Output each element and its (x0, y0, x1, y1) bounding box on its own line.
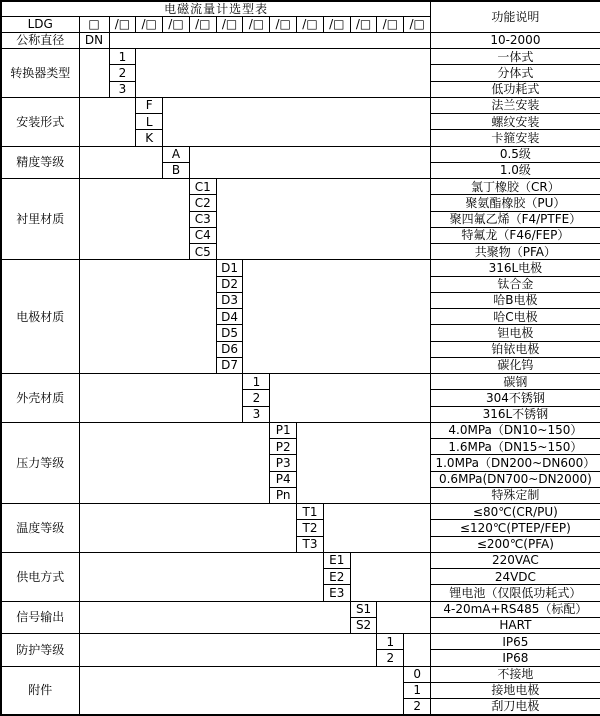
code-cell: D4 (216, 309, 243, 325)
section-row (1, 97, 600, 113)
function-cell: ≤120℃(PTEP/FEP) (431, 520, 600, 536)
model-slot-cell: /□ (323, 16, 350, 32)
code-cell: K (136, 130, 163, 146)
function-cell: 碳化钨 (431, 357, 600, 373)
code-cell: D2 (216, 276, 243, 292)
section-label: 温度等级 (1, 504, 79, 553)
section-row (1, 601, 600, 617)
function-cell: 316L电极 (431, 260, 600, 276)
code-cell: 1 (109, 49, 136, 65)
function-cell: 碳钢 (431, 374, 600, 390)
code-cell: P1 (270, 422, 297, 438)
section-label: 压力等级 (1, 422, 79, 503)
code-cell: 1 (404, 682, 431, 698)
code-cell: 2 (109, 65, 136, 81)
gap-cell (270, 374, 431, 423)
code-cell: F (136, 97, 163, 113)
function-cell: 共聚物（PFA） (431, 244, 600, 260)
function-cell: 4.0MPa（DN10~150） (431, 422, 600, 438)
gap-cell (404, 634, 431, 667)
function-cell: 1.0MPa（DN200~DN600） (431, 455, 600, 471)
function-cell: IP65 (431, 634, 600, 650)
gap-cell (323, 504, 430, 553)
gap-cell (79, 601, 350, 634)
function-cell: 不接地 (431, 666, 600, 682)
function-cell: 特殊定制 (431, 487, 600, 503)
code-cell: E3 (323, 585, 350, 601)
code-cell: 3 (109, 81, 136, 97)
code-cell: T3 (297, 536, 324, 552)
section-row (1, 49, 600, 65)
gap-cell (163, 97, 431, 146)
gap-cell (79, 666, 404, 715)
function-cell: 0.6MPa(DN700~DN2000) (431, 471, 600, 487)
model-slot-cell: /□ (377, 16, 404, 32)
function-cell: 氯丁橡胶（CR） (431, 179, 600, 195)
code-cell: 1 (377, 634, 404, 650)
section-row (1, 666, 600, 682)
model-slot-cell: /□ (350, 16, 377, 32)
code-cell: 2 (404, 699, 431, 715)
function-cell: 铂铱电极 (431, 341, 600, 357)
gap-cell (136, 49, 431, 98)
function-cell: 24VDC (431, 569, 600, 585)
code-cell: C5 (189, 244, 216, 260)
gap-cell (79, 97, 136, 146)
gap-cell (350, 552, 430, 601)
model-slot-cell: /□ (243, 16, 270, 32)
code-cell: P3 (270, 455, 297, 471)
function-cell: 220VAC (431, 552, 600, 568)
section-row (1, 504, 600, 520)
gap-cell (79, 422, 270, 503)
code-cell: T1 (297, 504, 324, 520)
function-cell: 哈B电极 (431, 292, 600, 308)
section-row (1, 32, 600, 48)
title-row (1, 1, 600, 16)
function-cell: 卡箍安装 (431, 130, 600, 146)
code-cell: 2 (243, 390, 270, 406)
function-cell: 锂电池（仅限低功耗式） (431, 585, 600, 601)
gap-cell (79, 374, 243, 423)
code-cell: D5 (216, 325, 243, 341)
function-cell: ≤80℃(CR/PU) (431, 504, 600, 520)
gap-cell (79, 634, 377, 667)
section-row (1, 422, 600, 438)
function-cell: 螺纹安装 (431, 114, 600, 130)
code-cell: 0 (404, 666, 431, 682)
function-cell: HART (431, 617, 600, 633)
model-slot-cell: /□ (297, 16, 324, 32)
code-cell: D6 (216, 341, 243, 357)
function-cell: 哈C电极 (431, 309, 600, 325)
code-cell: S1 (350, 601, 377, 617)
gap-cell (79, 179, 189, 260)
function-cell: 钽电极 (431, 325, 600, 341)
function-cell: 刮刀电极 (431, 699, 600, 715)
gap-cell (377, 601, 431, 634)
code-cell: D7 (216, 357, 243, 373)
section-label: 公称直径 (1, 32, 79, 48)
section-label: 供电方式 (1, 552, 79, 601)
section-label: 防护等级 (1, 634, 79, 667)
code-cell: 2 (377, 650, 404, 666)
gap-cell (79, 260, 216, 374)
function-cell: 304不锈钢 (431, 390, 600, 406)
section-row (1, 260, 600, 276)
code-cell: D1 (216, 260, 243, 276)
page-title: 电磁流量计选型表 (1, 1, 431, 16)
model-box-cell: □ (79, 16, 109, 32)
function-cell: 0.5级 (431, 146, 600, 162)
gap-cell (216, 179, 430, 260)
section-label: 转换器类型 (1, 49, 79, 98)
gap-cell (189, 146, 430, 179)
gap-cell (79, 504, 297, 553)
model-slot-cell: /□ (163, 16, 190, 32)
code-cell: S2 (350, 617, 377, 633)
model-slot-cell: /□ (189, 16, 216, 32)
section-label: 信号输出 (1, 601, 79, 634)
function-cell: 316L不锈钢 (431, 406, 600, 422)
function-cell: 一体式 (431, 49, 600, 65)
function-cell: IP68 (431, 650, 600, 666)
model-slot-cell: /□ (216, 16, 243, 32)
model-prefix-cell: LDG (1, 16, 79, 32)
section-row (1, 179, 600, 195)
section-label: 电极材质 (1, 260, 79, 374)
code-cell: C4 (189, 227, 216, 243)
code-cell: Pn (270, 487, 297, 503)
code-cell: E2 (323, 569, 350, 585)
function-cell: 接地电极 (431, 682, 600, 698)
gap-cell (79, 552, 323, 601)
gap-cell (243, 260, 431, 374)
code-cell: L (136, 114, 163, 130)
code-cell: C1 (189, 179, 216, 195)
function-cell: 分体式 (431, 65, 600, 81)
code-cell: C3 (189, 211, 216, 227)
model-slot-cell: /□ (109, 16, 136, 32)
model-slot-cell: /□ (136, 16, 163, 32)
code-cell: T2 (297, 520, 324, 536)
gap-cell (79, 49, 109, 98)
section-row (1, 146, 600, 162)
section-label: 安装形式 (1, 97, 79, 146)
function-cell: 聚四氟乙烯（F4/PTFE） (431, 211, 600, 227)
gap-cell (297, 422, 431, 503)
code-cell: B (163, 162, 190, 178)
function-cell: ≤200℃(PFA) (431, 536, 600, 552)
function-cell: 1.6MPa（DN15~150） (431, 439, 600, 455)
code-cell: A (163, 146, 190, 162)
code-cell: D3 (216, 292, 243, 308)
function-cell: 10-2000 (431, 32, 600, 48)
code-cell: 3 (243, 406, 270, 422)
code-cell: C2 (189, 195, 216, 211)
code-cell: E1 (323, 552, 350, 568)
model-slot-cell: /□ (270, 16, 297, 32)
section-label: 外壳材质 (1, 374, 79, 423)
section-label: 附件 (1, 666, 79, 715)
function-cell: 特氟龙（F46/FEP） (431, 227, 600, 243)
function-column-header: 功能说明 (431, 1, 600, 32)
gap-cell (109, 32, 431, 48)
section-row (1, 552, 600, 568)
function-cell: 聚氨酯橡胶（PU） (431, 195, 600, 211)
code-cell: P2 (270, 439, 297, 455)
function-cell: 1.0级 (431, 162, 600, 178)
section-label: 精度等级 (1, 146, 79, 179)
code-cell: 1 (243, 374, 270, 390)
function-cell: 4-20mA+RS485（标配） (431, 601, 600, 617)
gap-cell (79, 146, 163, 179)
code-cell: DN (79, 32, 109, 48)
function-cell: 低功耗式 (431, 81, 600, 97)
section-label: 衬里材质 (1, 179, 79, 260)
function-cell: 法兰安装 (431, 97, 600, 113)
function-cell: 钛合金 (431, 276, 600, 292)
section-row (1, 374, 600, 390)
section-row (1, 634, 600, 650)
model-slot-cell: /□ (404, 16, 431, 32)
code-cell: P4 (270, 471, 297, 487)
